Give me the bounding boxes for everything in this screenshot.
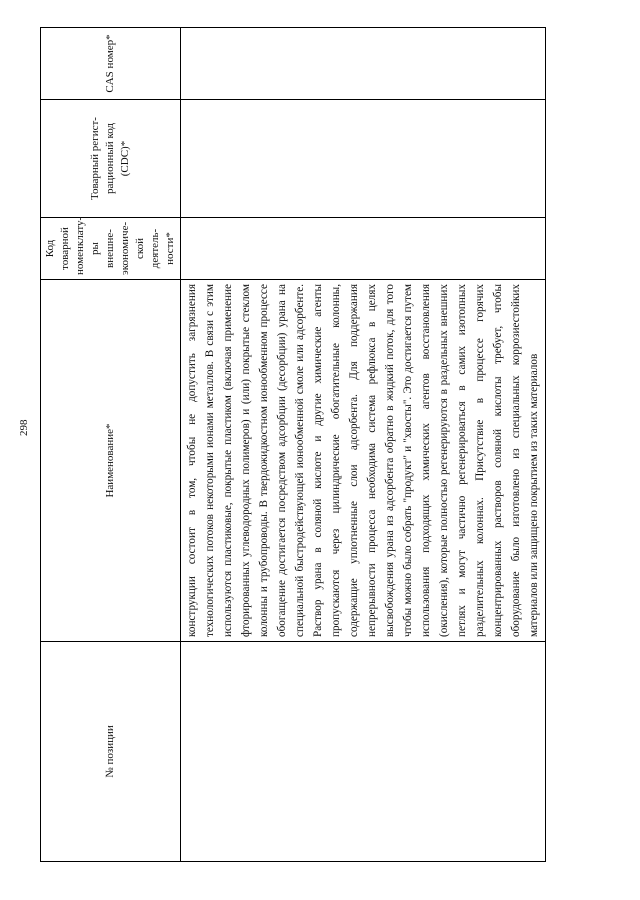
header-name: Наименование* xyxy=(41,280,181,642)
cell-name-description: конструкции состоит в том, чтобы не допустить загрязнения технологических потоков некоторыми ионами металлов. В связи с этим используются пластиковые, покрытые пластиком (включая применение фторированных углеводородных полимеров) и (или) покрытые стеклом колонны и трубопроводы. В твердожидкостном ионообменном процессе обогащение достигается посредством адсорбции (десорбции) урана на специальной быстродействующей ионообменной смоле или адсорбенте. Раствор урана в соляной кислоте и другие химические агенты пропускаются через цилиндрические обогатительные колонны, содержащие уплотненные слои адсорбента. Для поддержания непрерывности процесса необходима система рефлюкса в целях высвобождения урана из адсорбента обратно в жидкий поток, для того чтобы можно было собрать "продукт" и "хвосты". Это достигается путем использования подходящих химических агентов восстановления (окисления), которые полностью регенерируются в раздельных внешних петлях и могут частично регенерироваться в самих изотопных разделительных колоннах. Присутствие в процессе горячих концентрированных растворов соляной кислоты требует, чтобы оборудование было изготовлено из специальных коррозиестойких материалов или защищено покрытием из таких материалов xyxy=(181,280,546,642)
header-hs-code: Код товарной номенклату-ры внешне-экономиче-ской деятель-ности* xyxy=(41,218,181,280)
cell-cas-number xyxy=(181,28,546,100)
cell-hs-code xyxy=(181,218,546,280)
page-number: 298 xyxy=(18,419,30,436)
table-row xyxy=(181,28,546,862)
header-registration-code: Товарный регист-рационный код (CDC)* xyxy=(41,100,181,218)
table-header-row xyxy=(41,28,181,862)
cell-registration-code xyxy=(181,100,546,218)
header-cas-number: CAS номер* xyxy=(41,28,181,100)
cell-position xyxy=(181,642,546,862)
specification-table xyxy=(40,27,546,862)
document-sheet xyxy=(40,28,540,862)
header-position: № позиции xyxy=(41,642,181,862)
